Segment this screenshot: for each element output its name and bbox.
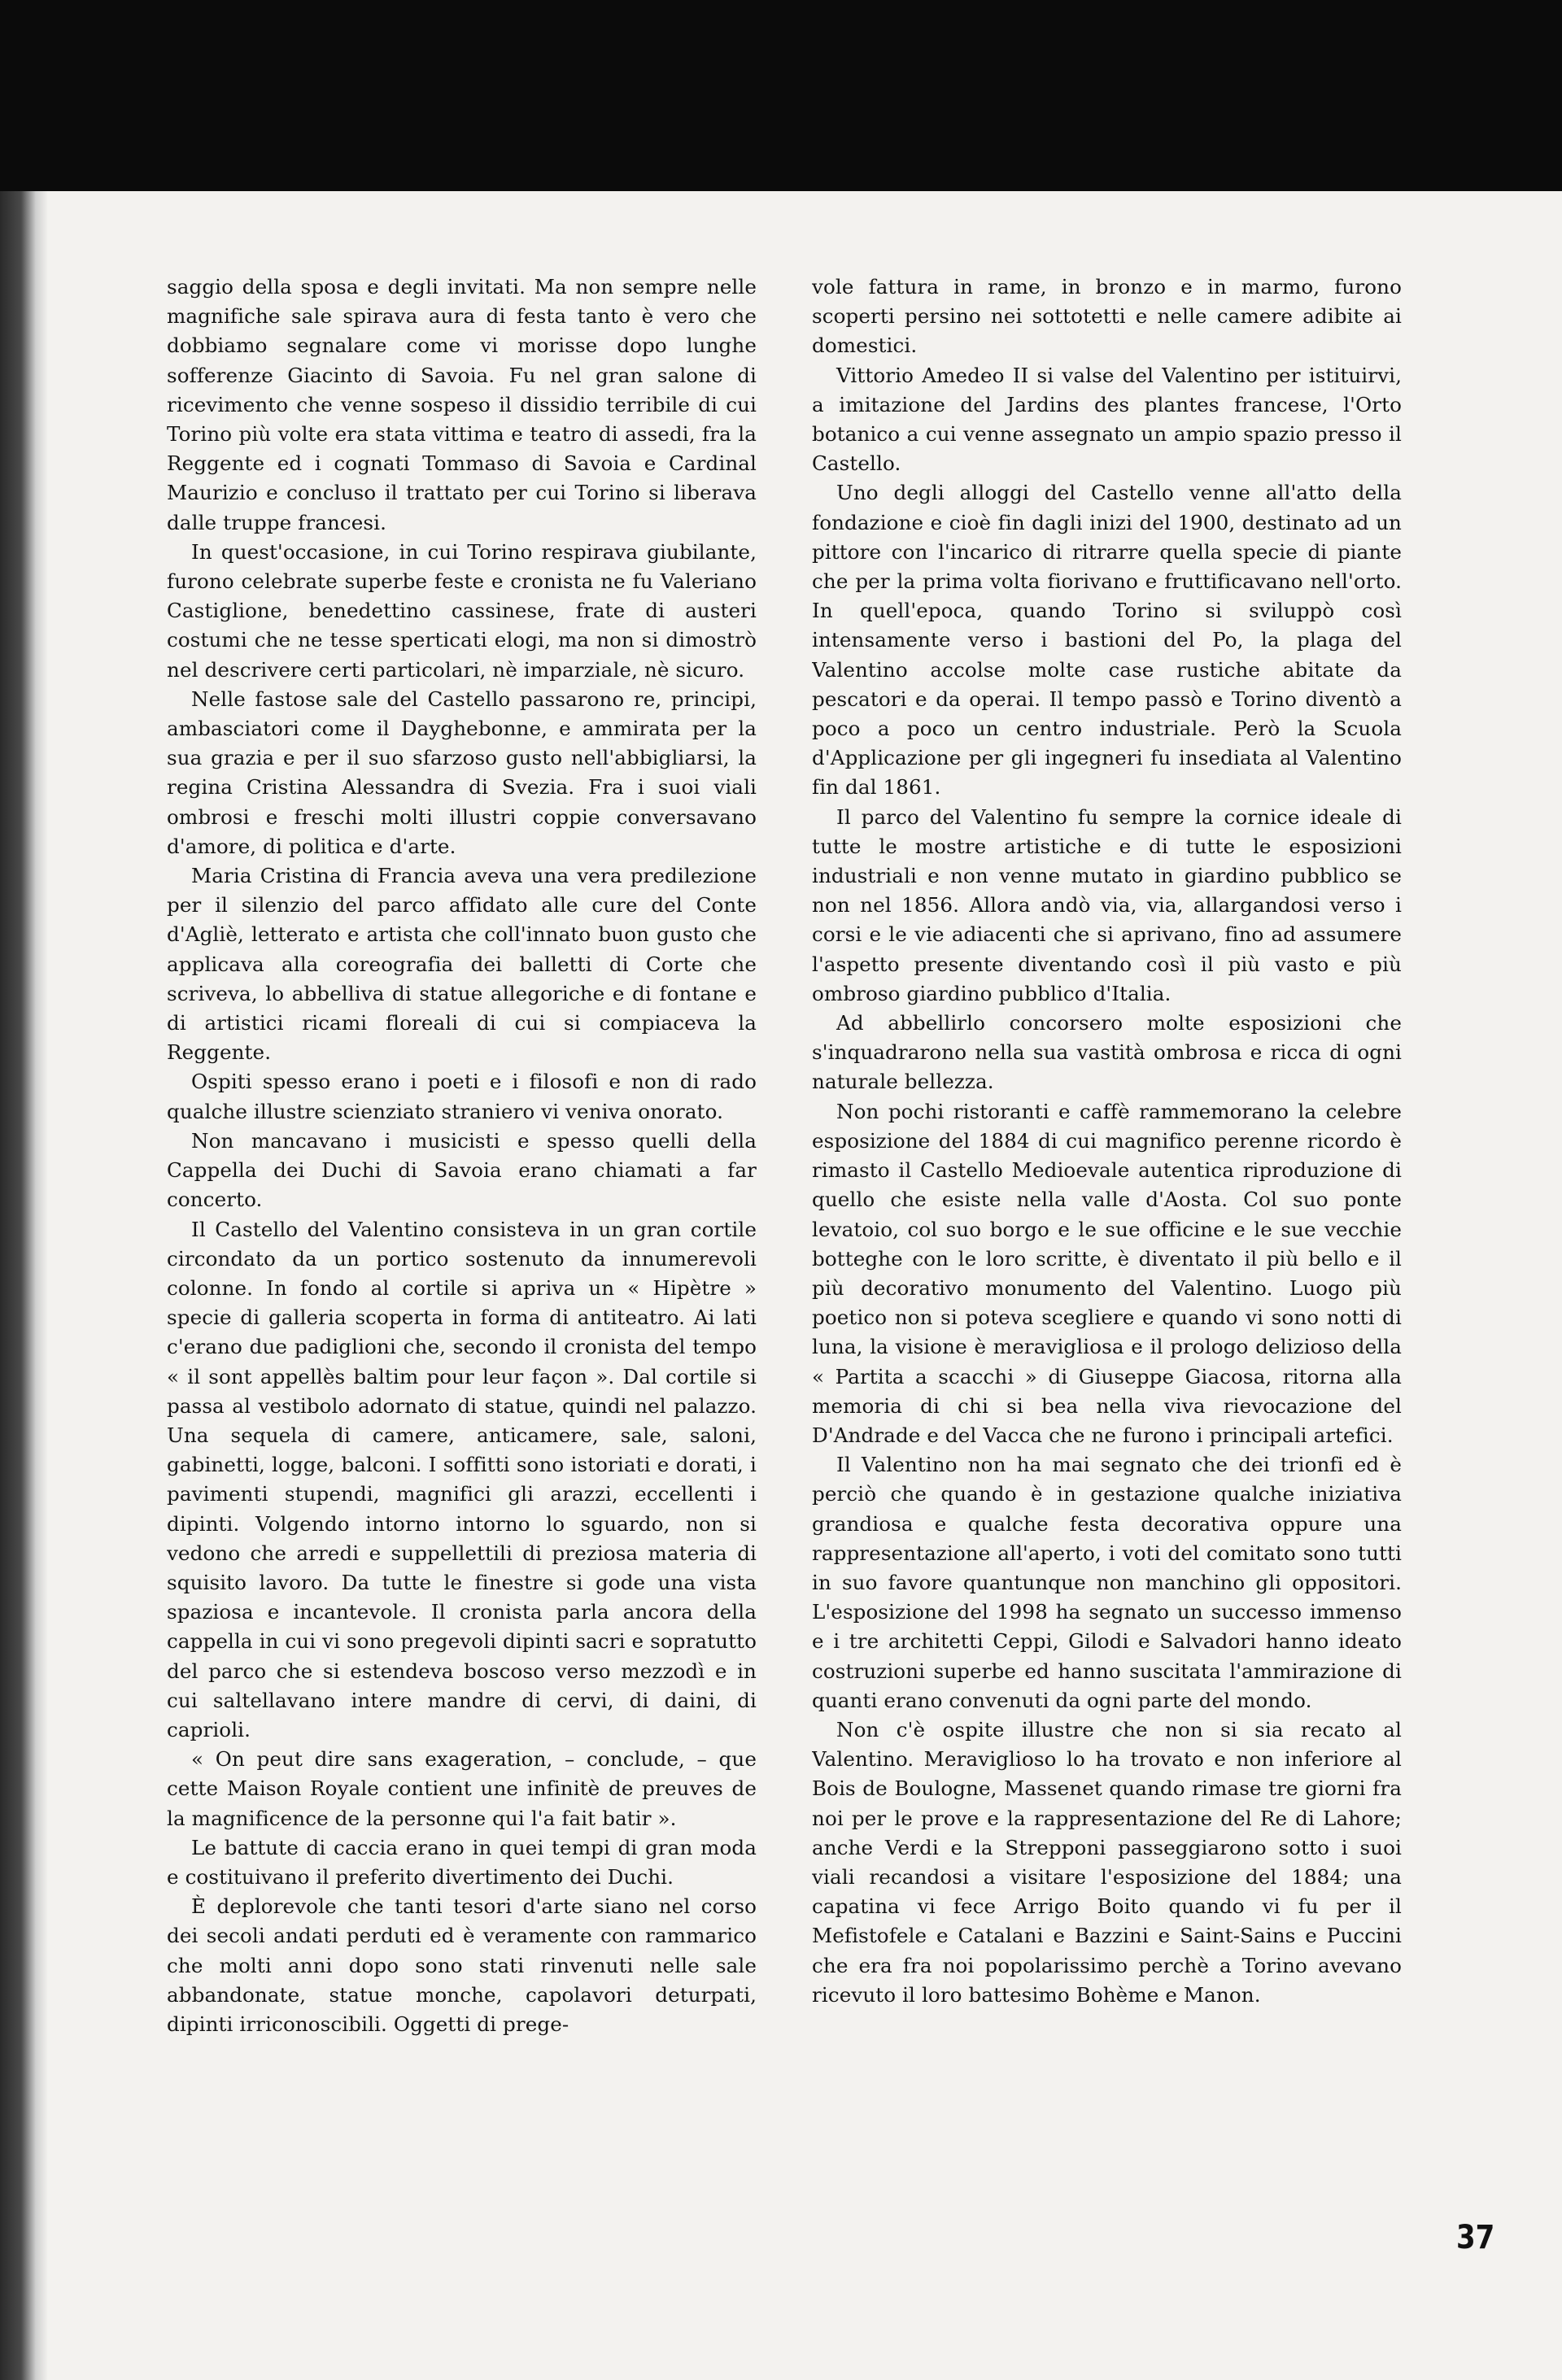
paragraph: Non c'è ospite illustre che non si sia recato al Valentino. Meraviglioso lo ha trovato e non inferiore al Bois de Boulogne, Massenet quando rimase tre giorni fra noi per le prove e la rappresentazione del Re di Lahore; anche Verdi e la Strepponi passeggiarono sotto i suoi viali recandosi a visitare l'esposizione del 1884; una capatina vi fece Arrigo Boito quando vi fu per il Mefistofele e Catalani e Bazzini e Saint-Sains e Puccini che era fra noi popolarissimo perchè a Torino avevano ricevuto il loro battesimo Bohème e Manon. (812, 1717, 1402, 2007)
paragraph: Ospiti spesso erano i poeti e i filosofi e non di rado qualche illustre scienziato straniero vi veniva onorato. (167, 1070, 757, 1123)
paragraph: È deplorevole che tanti tesori d'arte siano nel corso dei secoli andati perduti ed è veramente con rammarico che molti anni dopo sono stati rinvenuti nelle sale abbandonate, statue monche, capolavori deturpati, dipinti irriconoscibili. Oggetti di prege- (167, 1894, 757, 2036)
top-black-band (0, 0, 1562, 191)
paragraph: vole fattura in rame, in bronzo e in marmo, furono scoperti persino nei sottotetti e nelle camere adibite ai domestici. (812, 275, 1402, 358)
paragraph: Non pochi ristoranti e caffè rammemorano la celebre esposizione del 1884 di cui magnifico perenne ricordo è rimasto il Castello Medioevale autentica riproduzione di quello che esiste nella valle d'Aosta. Col suo ponte levatoio, col suo borgo e le sue officine e le sue vecchie botteghe con le loro scritte, è diventato il più bello e il più decorativo monumento del Valentino. Luogo più poetico non si poteva scegliere e quando vi sono notti di luna, la visione è meravigliosa e il prologo delizioso della « Partita a scacchi » di Giuseppe Giacosa, ritorna alla memoria di chi si bea nella viva rievocazione del D'Andrade e del Vacca che ne furono i principali artefici. (812, 1099, 1402, 1447)
paragraph: Vittorio Amedeo II si valse del Valentino per istituirvi, a imitazione del Jardins des plantes francese, l'Orto botanico a cui venne assegnato un ampio spazio presso il Castello. (812, 363, 1402, 476)
paragraph: Le battute di caccia erano in quei tempi di gran moda e costituivano il preferito divertimento dei Duchi. (167, 1835, 757, 1889)
left-text-column (167, 272, 757, 2322)
paragraph: Il parco del Valentino fu sempre la cornice ideale di tutte le mostre artistiche e di tutte le esposizioni industriali e non venne mutato in giardino pubblico se non nel 1856. Allora andò via, via, allargandosi verso i corsi e le vie adiacenti che si aprivano, fino ad assumere l'aspetto presente diventando così il più vasto e più ombroso giardino pubblico d'Italia. (812, 804, 1402, 1005)
paragraph: Il Valentino non ha mai segnato che dei trionfi ed è perciò che quando è in gestazione qualche iniziativa grandiosa e qualche festa decorativa oppure una rappresentazione all'aperto, i voti del comitato sono tutti in suo favore quantunque non manchino gli oppositori. L'esposizione del 1998 ha segnato un successo immenso e i tre architetti Ceppi, Gilodi e Salvadori hanno ideato costruzioni superbe ed hanno suscitata l'ammirazione di quanti erano convenuti da ogni parte del mondo. (812, 1453, 1402, 1712)
paragraph: Il Castello del Valentino consisteva in un gran cortile circondato da un portico sostenuto da innumerevoli colonne. In fondo al cortile si apriva un « Hipètre » specie di galleria scoperta in forma di antiteatro. Ai lati c'erano due padiglioni che, secondo il cronista del tempo « il sont appellès baltim pour leur façon ». Dal cortile si passa al vestibolo adornato di statue, quindi nel palazzo. Una sequela di camere, anticamere, sale, saloni, gabinetti, logge, balconi. I soffitti sono istoriati e dorati, i pavimenti stupendi, magnifici gli arazzi, eccellenti i dipinti. Volgendo intorno intorno lo sguardo, non si vedono che arredi e suppellettili di preziosa materia di squisito lavoro. Da tutte le finestre si gode una vista spaziosa e incantevole. Il cronista parla ancora della cappella in cui vi sono pregevoli dipinti sacri e sopratutto del parco che si estendeva boscoso verso mezzodì e in cui saltellavano intere mandre di cervi, di daini, di caprioli. (167, 1217, 757, 1741)
paragraph: Non mancavano i musicisti e spesso quelli della Cappella dei Duchi di Savoia erano chiamati a far concerto. (167, 1128, 757, 1212)
paragraph: Uno degli alloggi del Castello venne all'atto della fondazione e cioè fin dagli inizi del 1900, destinato ad un pittore con l'incarico di ritrarre quella specie di piante che per la prima volta fiorivano e fruttificavano nell'orto. In quell'epoca, quando Torino si sviluppò così intensamente verso i bastioni del Po, la plaga del Valentino accolse molte case rustiche abitate da pescatori e da operai. Il tempo passò e Torino diventò a poco a poco un centro industriale. Però la Scuola d'Applicazione per gli ingegneri fu insediata al Valentino fin dal 1861. (812, 481, 1402, 800)
paragraph: Maria Cristina di Francia aveva una vera predilezione per il silenzio del parco affidato alle cure del Conte d'Agliè, letterato e artista che coll'innato buon gusto che applicava alla coreografia dei balletti di Corte che scriveva, lo abbelliva di statue allegoriche e di fontane e di artistici ricami floreali di cui si compiaceva la Reggente. (167, 864, 757, 1065)
paragraph: Nelle fastose sale del Castello passarono re, principi, ambasciatori come il Dayghebonne, e ammirata per la sua grazia e per il suo sfarzoso gusto nell'abbigliarsi, la regina Cristina Alessandra di Svezia. Fra i suoi viali ombrosi e freschi molti illustri coppie conversavano d'amore, di politica e d'arte. (167, 687, 757, 858)
page-number: 37 (1456, 2219, 1495, 2256)
paragraph: Ad abbellirlo concorsero molte esposizioni che s'inquadrarono nella sua vastità ombrosa e ricca di ogni naturale bellezza. (812, 1011, 1402, 1094)
paragraph: saggio della sposa e degli invitati. Ma non sempre nelle magnifiche sale spirava aura di festa tanto è vero che dobbiamo segnalare come vi morisse dopo lunghe sofferenze Giacinto di Savoia. Fu nel gran salone di ricevimento che venne sospeso il dissidio terribile di cui Torino più volte era stata vittima e teatro di assedi, fra la Reggente ed i cognati Tommaso di Savoia e Cardinal Maurizio e concluso il trattato per cui Torino si liberava dalle truppe francesi. (167, 275, 757, 534)
page-spine-shadow (0, 191, 47, 2380)
right-text-column (812, 272, 1402, 2322)
paragraph: In quest'occasione, in cui Torino respirava giubilante, furono celebrate superbe feste e cronista ne fu Valeriano Castiglione, benedettino cassinese, frate di austeri costumi che ne tesse sperticati elogi, ma non si dimostrò nel descrivere certi particolari, nè imparziale, nè sicuro. (167, 539, 757, 682)
paragraph: « On peut dire sans exageration, – conclude, – que cette Maison Royale contient une infinitè de preuves de la magnificence de la personne qui l'a fait batir ». (167, 1747, 757, 1830)
